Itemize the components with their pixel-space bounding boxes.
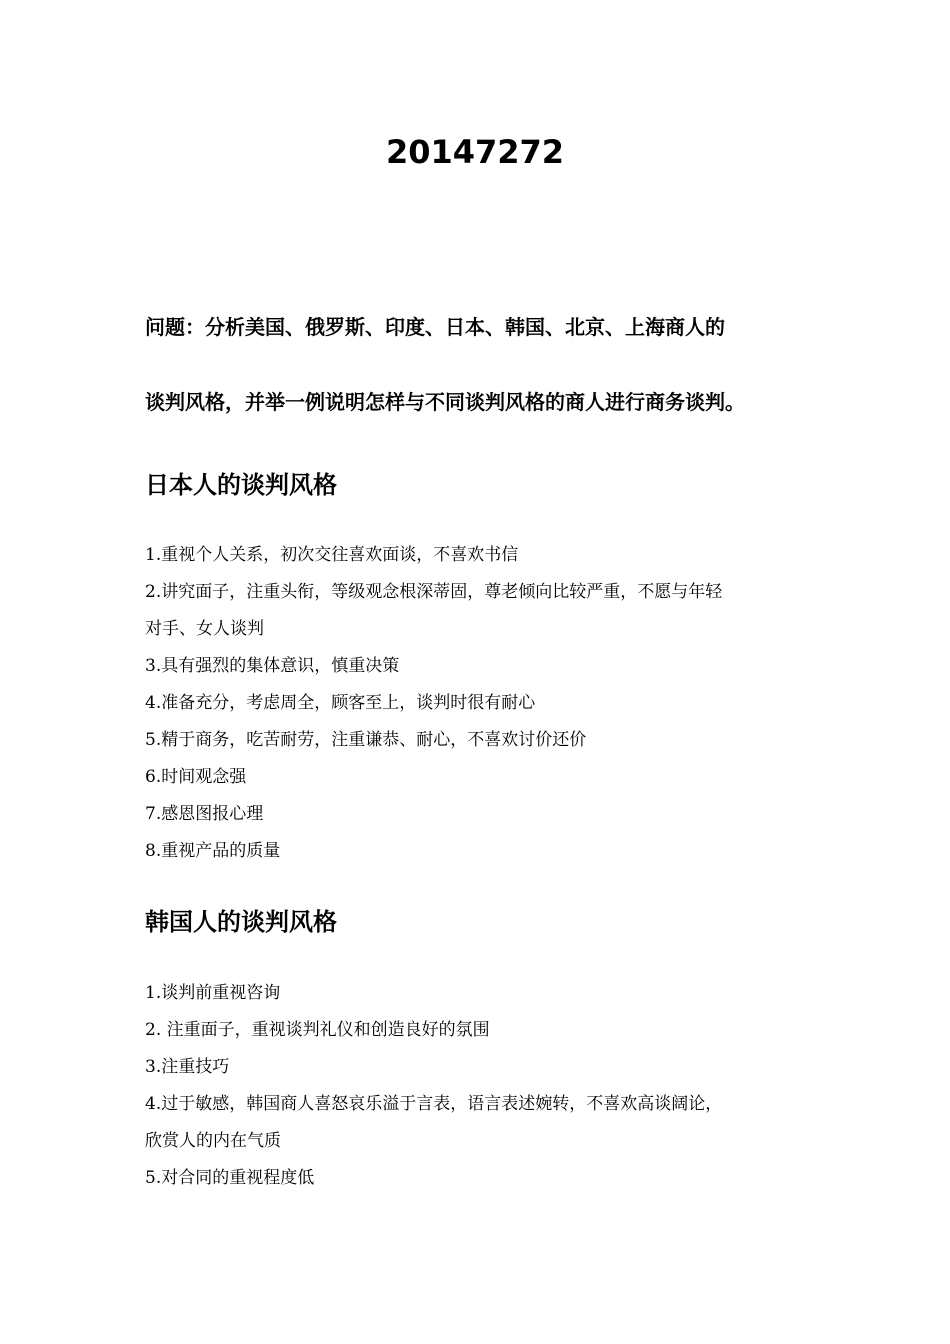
section-heading-korea: 韩国人的谈判风格 (145, 908, 337, 936)
list-item: 3.注重技巧 (145, 1057, 230, 1077)
document-title: 20147272 (385, 133, 565, 171)
question-line-2: 谈判风格，并举一例说明怎样与不同谈判风格的商人进行商务谈判。 (145, 390, 745, 414)
section-list-korea (145, 975, 815, 1197)
list-item: 5.对合同的重视程度低 (145, 1168, 315, 1188)
list-item: 6.时间观念强 (145, 767, 247, 787)
list-item: 3.具有强烈的集体意识，慎重决策 (145, 656, 400, 676)
list-item: 1.重视个人关系，初次交往喜欢面谈，不喜欢书信 (145, 545, 519, 565)
list-item: 欣赏人的内在气质 (145, 1131, 281, 1151)
list-item: 1.谈判前重视咨询 (145, 983, 281, 1003)
list-item: 5.精于商务，吃苦耐劳，注重谦恭、耐心，不喜欢讨价还价 (145, 730, 587, 750)
list-item: 对手、女人谈判 (145, 619, 264, 639)
list-item: 8.重视产品的质量 (145, 841, 281, 861)
question-line-1: 问题：分析美国、俄罗斯、印度、日本、韩国、北京、上海商人的 (145, 315, 725, 339)
section-heading-japan: 日本人的谈判风格 (145, 471, 337, 499)
section-list-japan (145, 537, 815, 870)
list-item: 2. 注重面子，重视谈判礼仪和创造良好的氛围 (145, 1020, 490, 1040)
list-item: 7.感恩图报心理 (145, 804, 264, 824)
list-item: 4.准备充分，考虑周全，顾客至上，谈判时很有耐心 (145, 693, 536, 713)
list-item: 2.讲究面子，注重头衔，等级观念根深蒂固，尊老倾向比较严重，不愿与年轻 (145, 582, 723, 602)
list-item: 4.过于敏感，韩国商人喜怒哀乐溢于言表，语言表述婉转，不喜欢高谈阔论， (145, 1094, 723, 1114)
